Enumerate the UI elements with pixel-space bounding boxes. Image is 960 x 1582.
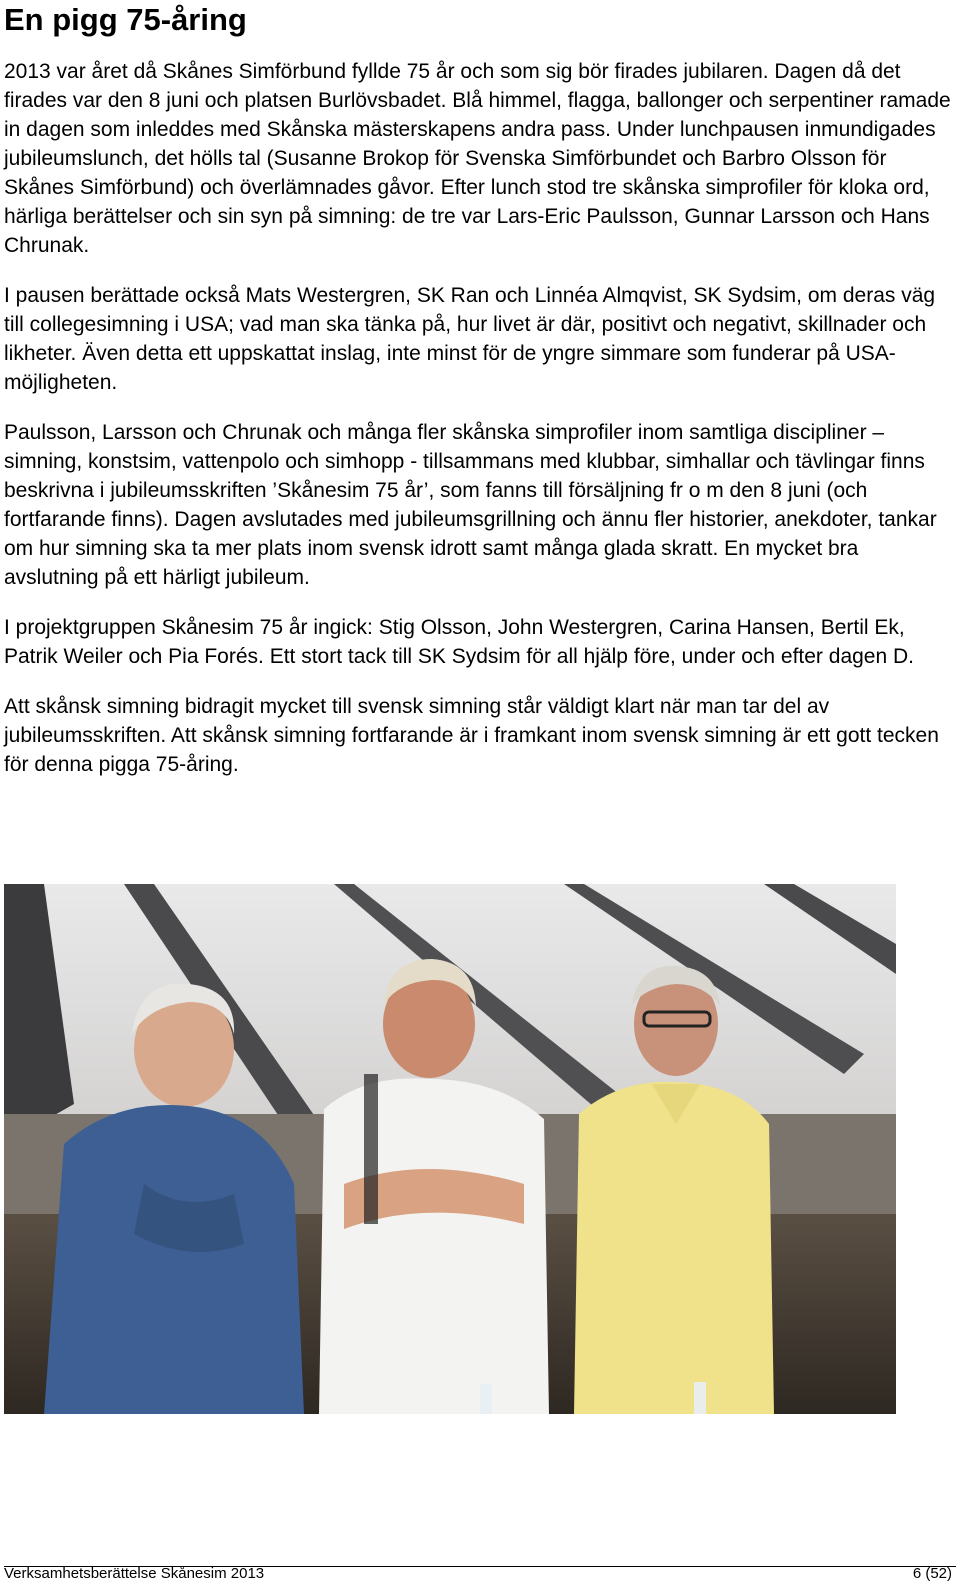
article-body [4, 57, 956, 800]
paragraph: 2013 var året då Skånes Simförbund fyllde 75 år och som sig bör firades jubilaren. Dagen då det firades var den 8 juni och platsen Burlövsbadet. Blå himmel, flagga, ballonger och serpentiner ramade in dagen som inleddes med Skånska mästerskapens andra pass. Under lunchpausen inmundigades jubileumslunch, det hölls tal (Susanne Brokop för Svenska Simförbundet och Barbro Olsson för Skånes Simförbund) och överlämnades gåvor. Efter lunch stod tre skånska simprofiler för kloka ord, härliga berättelser och sin syn på simning: de tre var Lars-Eric Paulsson, Gunnar Larsson och Hans Chrunak. [4, 60, 951, 257]
photo-illustration [4, 884, 896, 1414]
paragraph: Paulsson, Larsson och Chrunak och många fler skånska simprofiler inom samtliga discipliner – simning, konstsim, vattenpolo och simhopp - tillsammans med klubbar, simhallar och tävlingar finns beskrivna i jubileumsskriften ’Skånesim 75 år’, som fanns till försäljning fr o m den 8 juni (och fortfarande finns). Dagen avslutades med jubileumsgrillning och ännu fler historier, anekdoter, tankar om hur simning ska ta mer plats inom svensk idrott samt många glada skratt. En mycket bra avslutning på ett härligt jubileum. [4, 421, 937, 589]
paragraph: I pausen berättade också Mats Westergren, SK Ran och Linnéa Almqvist, SK Sydsim, om deras väg till collegesimning i USA; vad man ska tänka på, hur livet är där, positivt och negativt, skillnader och likheter. Även detta ett uppskattat inslag, inte minst för de yngre simmare som funderar på USA-möjligheten. [4, 284, 936, 394]
paragraph: I projektgruppen Skånesim 75 år ingick: Stig Olsson, John Westergren, Carina Hansen, Bertil Ek, Patrik Weiler och Pia Forés. Ett stort tack till SK Sydsim för all hjälp före, under och efter dagen D. [4, 616, 914, 668]
page-title: En pigg 75-åring [4, 2, 247, 37]
page-footer [4, 1567, 956, 1580]
footer-page-number: 6 (52) [912, 1565, 952, 1582]
event-photo [4, 884, 896, 1414]
footer-document-title: Verksamhetsberättelse Skånesim 2013 [4, 1565, 265, 1582]
paragraph: Att skånsk simning bidragit mycket till svensk simning står väldigt klart när man tar del av jubileumsskriften. Att skånsk simning fortfarande är i framkant inom svensk simning är ett gott tecken för denna pigga 75-åring. [4, 695, 939, 776]
